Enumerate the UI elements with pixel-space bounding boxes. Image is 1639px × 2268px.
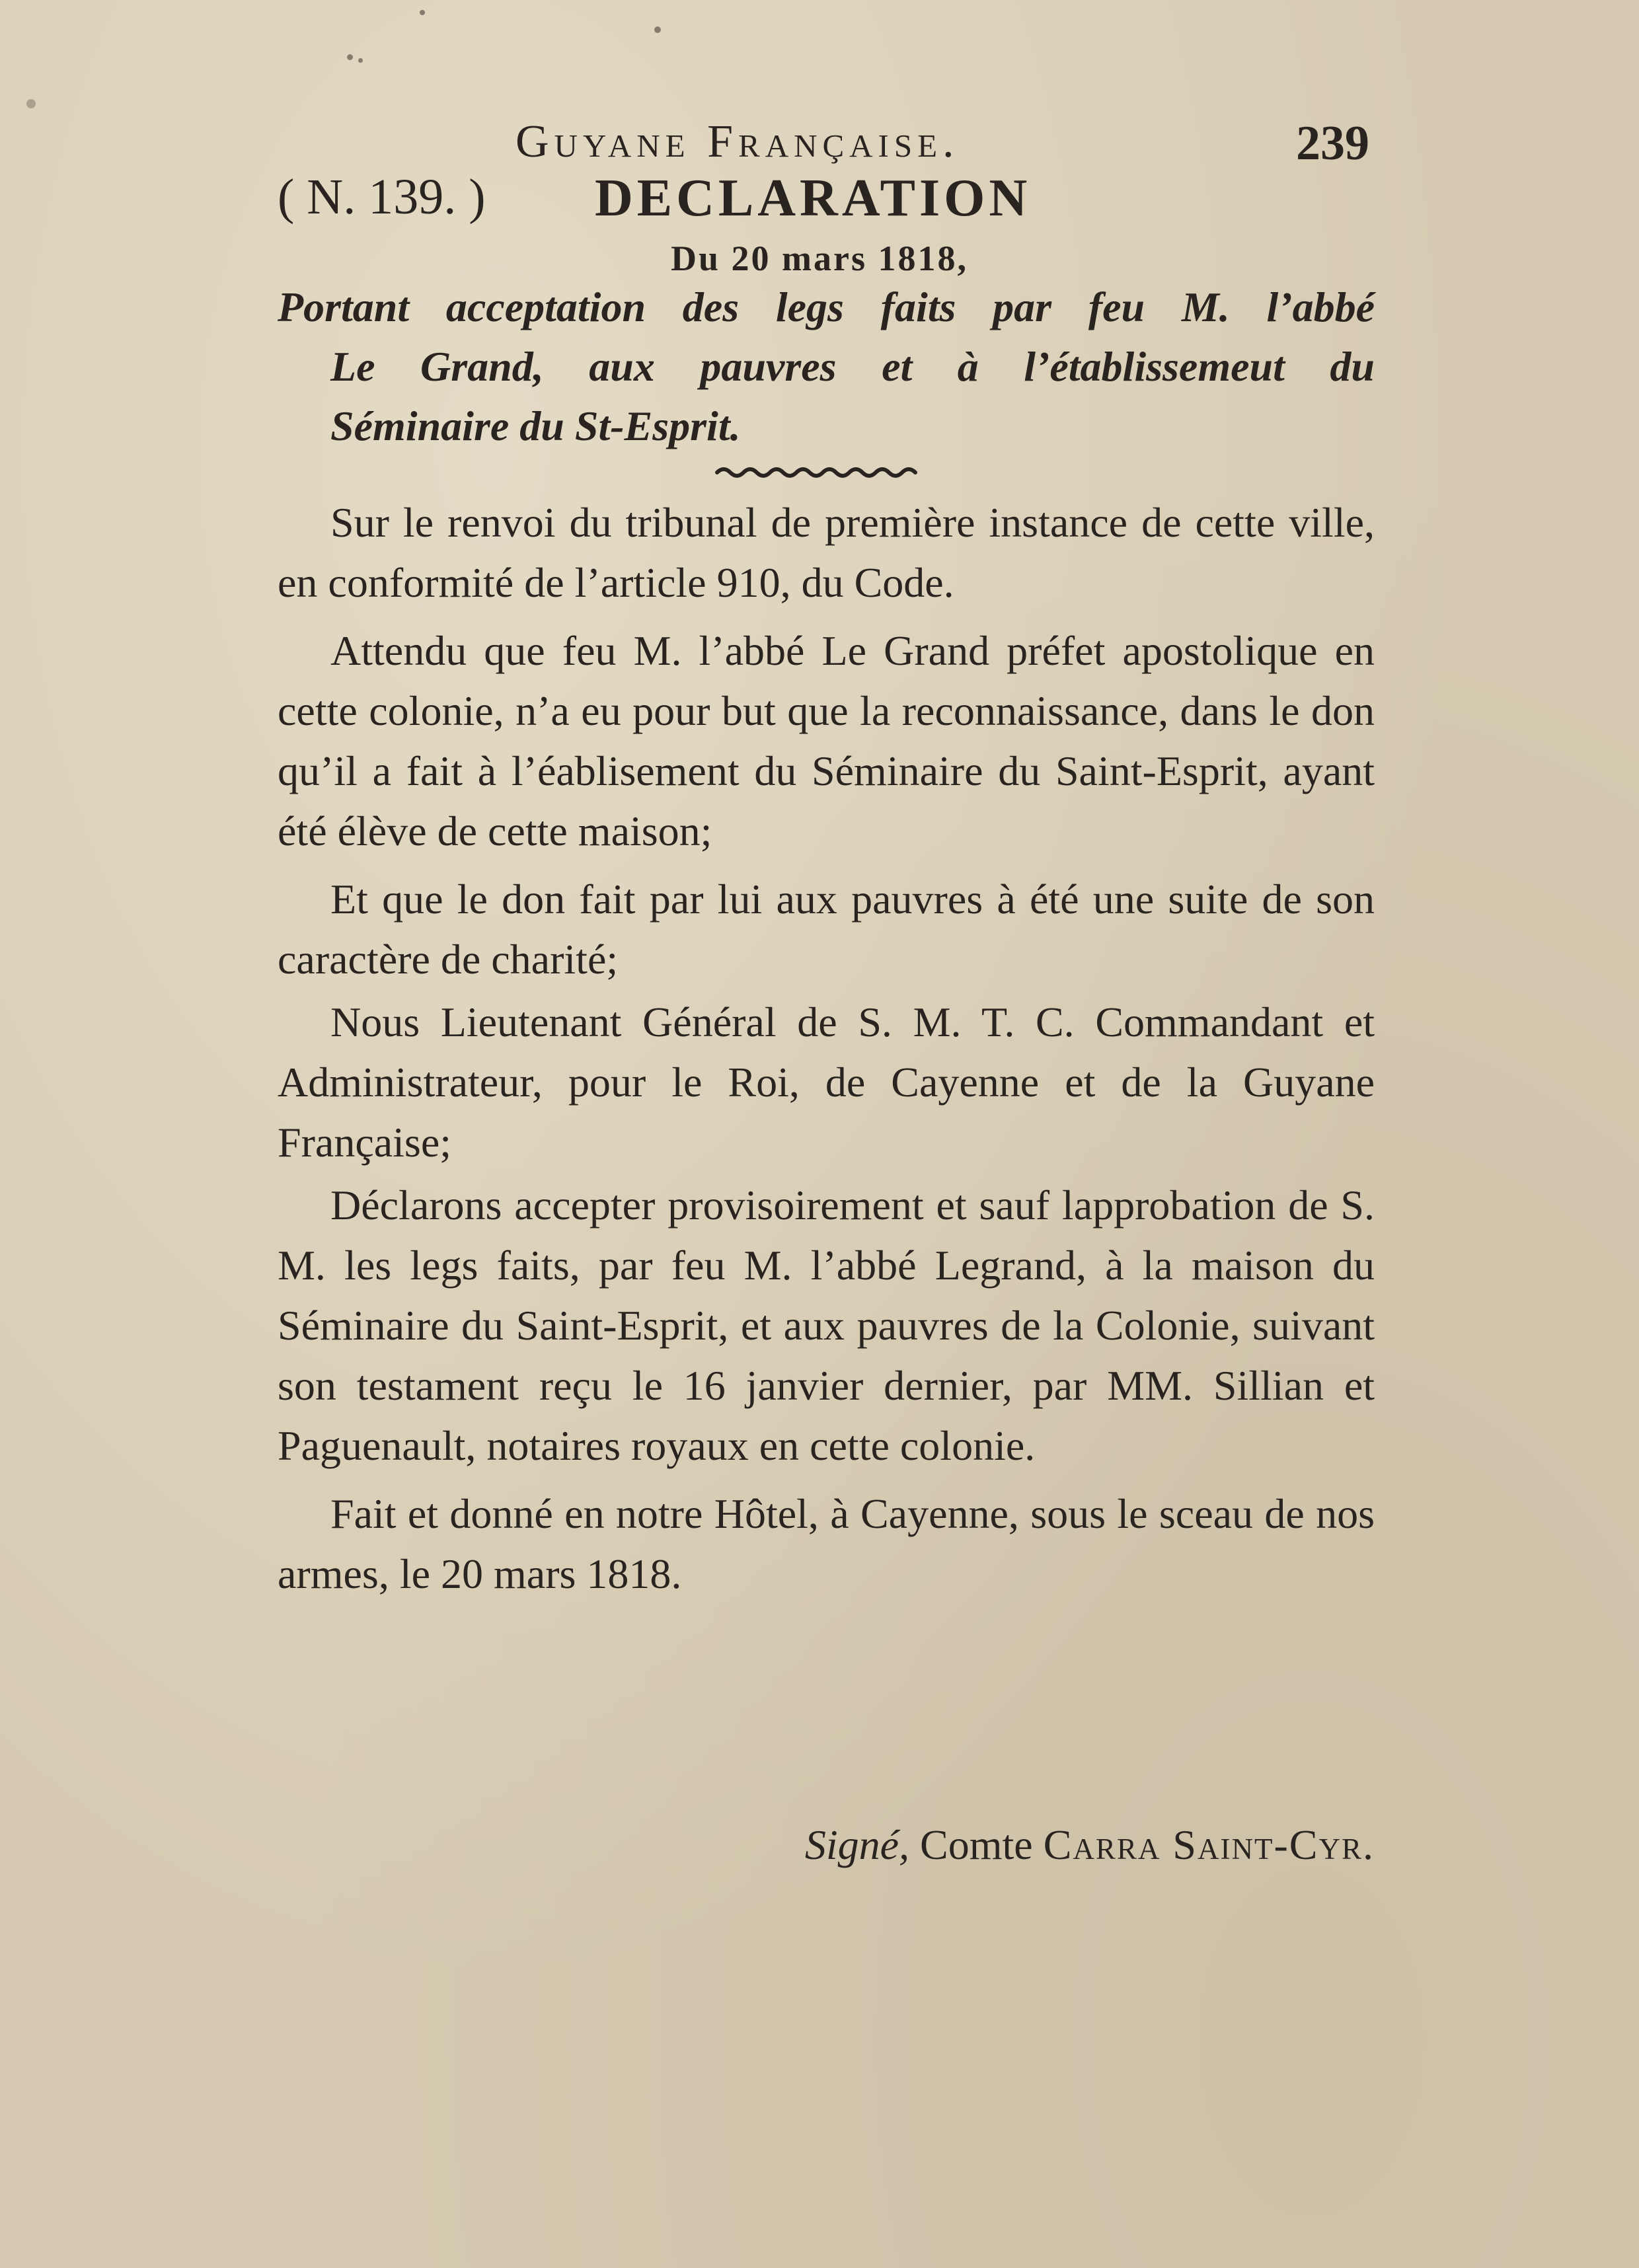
- body-paragraph: Attendu que feu M. l’abbé Le Grand préfet apostolique en cette colonie, n’a eu pour but que la reconnaissance, dans le don qu’il a fait à l’éablisement du Séminaire du Saint-Esprit, ayant été élève de cette maison;: [278, 627, 1375, 854]
- declaration-subject: [278, 278, 1375, 456]
- subject-line: Séminaire du St-Esprit.: [330, 402, 741, 449]
- paper-speck: [654, 26, 661, 33]
- declaration-heading: [278, 169, 1375, 235]
- running-head: [278, 116, 1375, 175]
- subject-line: Portant acceptation des legs faits par feu M. l’abbé: [278, 284, 1375, 330]
- declaration-date: Du 20 mars 1818,: [671, 239, 968, 278]
- paper-speck: [358, 58, 363, 63]
- running-title: Guyane Française.: [515, 116, 960, 167]
- body-paragraph: Et que le don fait par lui aux pauvres à été une suite de son caractère de charité;: [278, 876, 1375, 983]
- body-paragraph: Fait et donné en notre Hôtel, à Cayenne, sous le sceau de nos armes, le 20 mars 1818.: [278, 1490, 1375, 1597]
- signature-title: Comte: [920, 1821, 1033, 1868]
- signatory-name: Carra Saint-Cyr.: [1043, 1821, 1375, 1868]
- body-text: [278, 492, 1375, 1612]
- body-paragraph: Déclarons accepter provisoirement et sauf lapprobation de S. M. les legs faits, par feu M. l’abbé Legrand, à la maison du Séminaire du Saint-Esprit, et aux pauvres de la Colonie, suivant son testament reçu le 16 janvier dernier, par MM. Sillian et Paguenault, notaires royaux en cette colonie.: [278, 1182, 1375, 1469]
- page-number: 239: [1296, 116, 1369, 170]
- ornamental-rule: [714, 463, 925, 482]
- signature: [805, 1821, 1375, 1870]
- signed-label: Signé,: [804, 1821, 910, 1868]
- document-number: ( N. 139. ): [278, 169, 486, 225]
- body-paragraph: Nous Lieutenant Général de S. M. T. C. Commandant et Administrateur, pour le Roi, de Cayenne et de la Guyane Française;: [278, 999, 1375, 1166]
- subject-line: Le Grand, aux pauvres et à l’établissemeut du: [330, 343, 1375, 390]
- paper-speck: [347, 54, 353, 60]
- document-type: DECLARATION: [595, 169, 1032, 227]
- body-paragraph: Sur le renvoi du tribunal de première instance de cette ville, en conformité de l’article 910, du Code.: [278, 499, 1375, 606]
- paper-speck: [420, 10, 425, 15]
- paper-speck: [26, 99, 36, 108]
